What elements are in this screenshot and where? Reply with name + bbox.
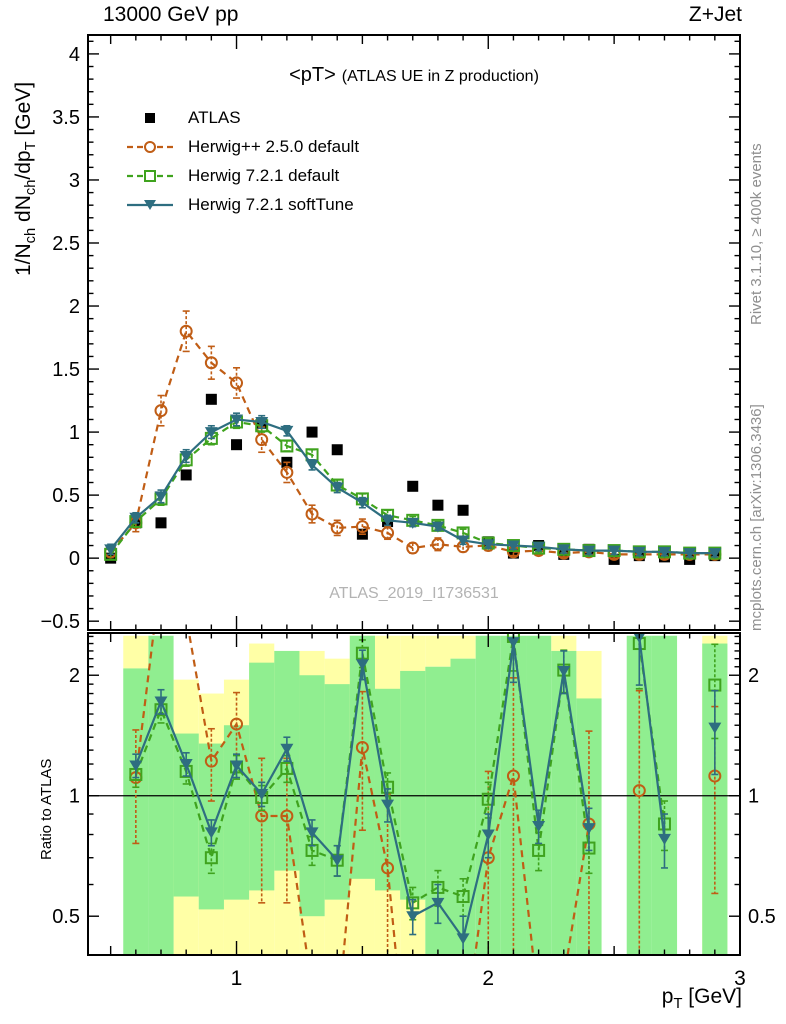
main-y-tick-label: 2	[68, 296, 80, 319]
rivet-version-note: Rivet 3.1.10, ≥ 400k events	[748, 143, 765, 325]
main-y-tick-label: 0.5	[52, 485, 80, 508]
mcplots-credit-note: mcplots.cern.ch [arXiv:1306.3436]	[748, 404, 765, 631]
main-y-tick-label: −0.5	[40, 611, 80, 634]
legend-item-hw7default	[126, 161, 359, 190]
y-axis-label-ratio: Ratio to ATLAS	[38, 758, 55, 860]
ratio-y-tick-label-right: 0.5	[748, 906, 776, 929]
hw7default-marker-icon	[126, 167, 174, 185]
main-y-tick-label: 2.5	[52, 232, 80, 255]
analysis-watermark: ATLAS_2019_I1736531	[329, 585, 499, 602]
x-axis-label: $p_T$ [GeV]	[661, 985, 742, 1013]
main-y-tick-label: 0	[68, 548, 80, 571]
analysis-name: (ATLAS UE in Z production)	[341, 68, 539, 85]
legend-item-herwigpp	[126, 132, 359, 161]
ratio-y-tick-label: 2	[68, 665, 80, 688]
main-y-tick-label: 1	[68, 422, 80, 445]
ratio-y-tick-label-right: 2	[748, 665, 760, 688]
header-process: Z+Jet	[688, 3, 742, 26]
legend	[126, 103, 359, 219]
herwigpp-marker-icon	[126, 138, 174, 156]
observable-name: <pT>	[289, 64, 336, 86]
legend-item-hw7soft	[126, 190, 359, 219]
ratio-y-tick-label-right: 1	[748, 785, 760, 808]
y-axis-label-main: $1/N_{ch}$ $dN_{ch}/dp_T$ [GeV]	[12, 81, 40, 276]
hw7soft-marker-icon	[126, 196, 174, 214]
header-beam-energy: 13000 GeV pp	[103, 3, 239, 26]
x-tick-label: 1	[230, 967, 243, 990]
legend-label: Herwig 7.2.1 default	[188, 165, 340, 185]
main-series-atlas	[105, 394, 720, 565]
legend-label: Herwig++ 2.5.0 default	[188, 136, 360, 156]
legend-label: Herwig 7.2.1 softTune	[188, 194, 354, 214]
legend-item-atlas	[126, 103, 359, 132]
legend-label: ATLAS	[188, 107, 241, 127]
plot-title	[88, 64, 740, 87]
x-tick-label: 3	[734, 967, 746, 990]
main-y-tick-label: 1.5	[52, 359, 80, 382]
ratio-y-tick-label: 0.5	[52, 906, 80, 929]
atlas-marker-icon	[126, 109, 174, 127]
main-y-tick-label: 3.5	[52, 106, 80, 129]
ratio-y-tick-label: 1	[68, 785, 80, 808]
main-y-tick-label: 3	[68, 169, 80, 192]
main-y-tick-label: 4	[68, 43, 80, 66]
x-tick-label: 2	[482, 967, 495, 990]
